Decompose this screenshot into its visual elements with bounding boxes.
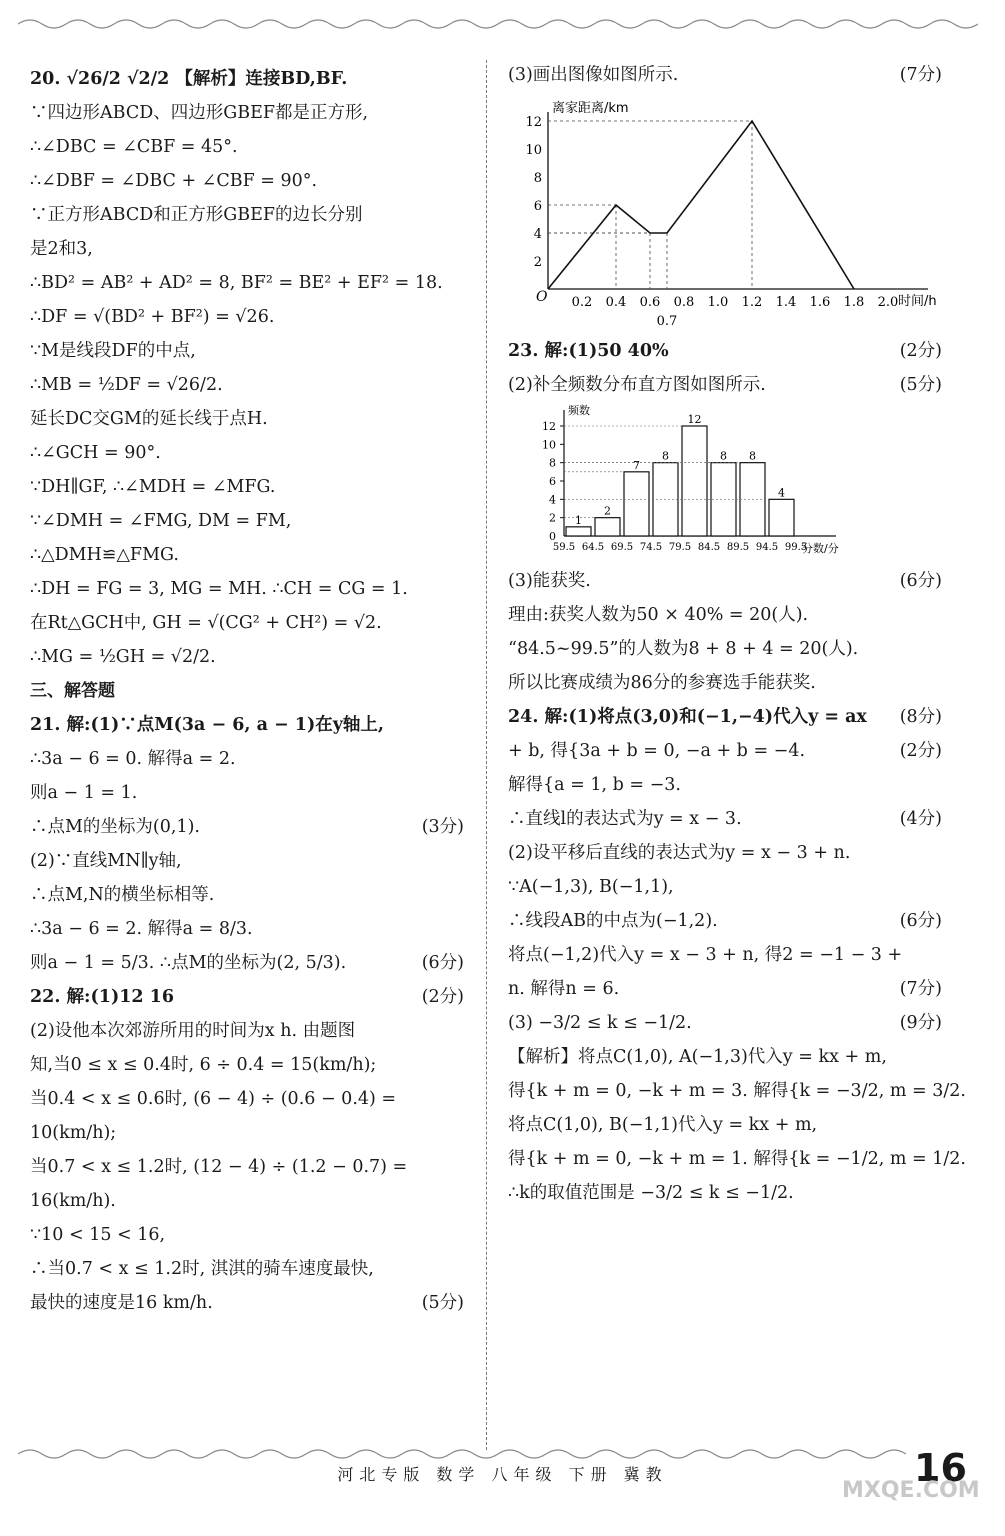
top-decorative-border — [18, 14, 978, 34]
left-lines-line — [30, 334, 470, 368]
left-lines-line — [30, 96, 470, 130]
y-axis-label: 频数 — [568, 404, 590, 417]
line-text: ∴当0.7 < x ≤ 1.2时, 淇淇的骑车速度最快, — [30, 1259, 374, 1279]
q22-line — [30, 1014, 470, 1048]
q22-part3-line: (3)画出图像如图所示. (7分) — [508, 65, 942, 85]
score-mark: (9分) — [899, 1013, 942, 1033]
q21-line — [30, 776, 470, 810]
q24-line — [508, 1176, 948, 1210]
q22-line — [30, 980, 470, 1014]
bottom-decorative-border — [18, 1444, 978, 1464]
column-divider — [486, 60, 487, 1450]
origin-label: O — [536, 289, 548, 305]
line-text: 将点(−1,2)代入y = x − 3 + n, 得2 = −1 − 3 + — [508, 945, 903, 965]
line-text: 理由:获奖人数为50 × 40% = 20(人). — [508, 605, 809, 625]
x-tick-label: 99.5 — [784, 542, 808, 553]
score-mark: (7分) — [899, 979, 942, 999]
left-lines-line — [30, 266, 470, 300]
y-tick-label: 12 — [542, 420, 556, 433]
q21-line — [30, 878, 470, 912]
line-text: 则a − 1 = 1. — [30, 783, 138, 803]
q23b-line — [508, 564, 948, 598]
x-tick-label: 1.4 — [775, 295, 797, 310]
score-mark: (2分) — [899, 341, 942, 361]
score-mark: (6分) — [421, 953, 464, 973]
left-lines-line — [30, 62, 470, 96]
line-text: ∴k的取值范围是 −3/2 ≤ k ≤ −1/2. — [508, 1183, 794, 1203]
line-text: (3)能获奖. — [508, 571, 591, 591]
line-text: (2)∵直线MN∥y轴, — [30, 851, 182, 871]
left-lines-line — [30, 538, 470, 572]
bar-value-label: 8 — [720, 449, 727, 463]
histogram-bar — [769, 499, 794, 536]
frequency-histogram — [508, 404, 938, 564]
x-extra-label: 0.7 — [656, 314, 678, 329]
line-text: (2)设他本次郊游所用的时间为x h. 由题图 — [30, 1021, 356, 1041]
line-text: ∴3a − 6 = 2. 解得a = 8/3. — [30, 919, 253, 939]
line-text: 【解析】将点C(1,0), A(−1,3)代入y = kx + m, — [508, 1047, 887, 1067]
q24-line — [508, 1006, 948, 1040]
x-tick-label: 0.4 — [605, 295, 627, 310]
line-text: 23. 解:(1)50 40% — [508, 341, 669, 361]
line-text: ∵正方形ABCD和正方形GBEF的边长分别 — [30, 205, 363, 225]
x-tick-label: 64.5 — [581, 542, 605, 553]
score-mark: (6分) — [899, 571, 942, 591]
bar-value-label: 7 — [633, 458, 640, 472]
q21-line — [30, 946, 470, 980]
line-text: ∴BD² = AB² + AD² = 8, BF² = BE² + EF² = 18. — [30, 273, 443, 293]
line-text: 最快的速度是16 km/h. — [30, 1293, 213, 1313]
line-text: ∴3a − 6 = 0. 解得a = 2. — [30, 749, 236, 769]
score-mark: (2分) — [421, 987, 464, 1007]
q23b-line — [508, 632, 948, 666]
left-lines-line — [30, 640, 470, 674]
line-text: 21. 解:(1)∵点M(3a − 6, a − 1)在y轴上, — [30, 715, 385, 735]
x-tick-label: 1.8 — [843, 295, 865, 310]
line-text: 则a − 1 = 5/3. ∴点M的坐标为(2, 5/3). — [30, 953, 347, 973]
line-text: 16(km/h). — [30, 1191, 116, 1211]
line-text: (2)补全频数分布直方图如图所示. — [508, 375, 766, 395]
q22-line — [30, 1218, 470, 1252]
histogram-bar — [566, 527, 591, 536]
q21-line — [30, 742, 470, 776]
footer-edition: 河北专版 数学 八年级 下册 冀教 — [337, 1465, 668, 1484]
q24-line — [508, 700, 948, 734]
origin-label: 0 — [549, 530, 556, 543]
x-tick-label: 1.2 — [741, 295, 763, 310]
line-text: ∴MG = ½GH = √2/2. — [30, 647, 216, 667]
left-lines-line — [30, 504, 470, 538]
x-tick-label: 0.6 — [639, 295, 661, 310]
bar-value-label: 8 — [749, 449, 756, 463]
score-mark: (3分) — [421, 817, 464, 837]
left-lines-line — [30, 164, 470, 198]
q24-line — [508, 1108, 948, 1142]
line-text: 当0.4 < x ≤ 0.6时, (6 − 4) ÷ (0.6 − 0.4) = — [30, 1089, 397, 1109]
x-tick-label: 2.0 — [877, 295, 899, 310]
x-axis-label: 分数/分 — [802, 542, 839, 555]
line-text: 24. 解:(1)将点(3,0)和(−1,−4)代入y = ax — [508, 707, 867, 727]
line-text: ∴∠DBC = ∠CBF = 45°. — [30, 137, 238, 157]
bar-value-label: 4 — [778, 486, 785, 500]
x-tick-label: 0.2 — [571, 295, 593, 310]
q22-line — [30, 1252, 470, 1286]
q24-solution — [508, 700, 966, 1210]
q23-solution-part1 — [508, 334, 948, 402]
score-mark: (5分) — [421, 1293, 464, 1313]
left-lines-line — [30, 198, 470, 232]
y-tick-label: 2 — [533, 255, 542, 270]
y-tick-label: 6 — [533, 199, 542, 214]
line-text: 22. 解:(1)12 16 — [30, 987, 175, 1007]
x-tick-label: 94.5 — [755, 542, 779, 553]
q22-line — [30, 1150, 470, 1184]
line-text: ∵M是线段DF的中点, — [30, 341, 196, 361]
score-mark: (6分) — [899, 911, 942, 931]
x-tick-label: 89.5 — [726, 542, 750, 553]
line-text: ∵DH∥GF, ∴∠MDH = ∠MFG. — [30, 477, 276, 497]
score-mark: (5分) — [899, 375, 942, 395]
left-lines-line — [30, 130, 470, 164]
line-text: 得{k + m = 0, −k + m = 3. 解得{k = −3/2, m = 3/2. — [508, 1081, 966, 1101]
x-axis-label: 时间/h — [898, 294, 937, 309]
bar-value-label: 8 — [662, 449, 669, 463]
line-text: ∵∠DMH = ∠FMG, DM = FM, — [30, 511, 292, 531]
q22-line — [30, 1286, 470, 1320]
q23b-line — [508, 598, 948, 632]
left-lines-line — [30, 470, 470, 504]
line-text: (2)设平移后直线的表达式为y = x − 3 + n. — [508, 843, 851, 863]
watermark: MXQE.COM — [842, 1478, 980, 1503]
line-text: ∴线段AB的中点为(−1,2). — [508, 911, 718, 931]
line-text: 在Rt△GCH中, GH = √(CG² + CH²) = √2. — [30, 613, 382, 633]
line-text: ∵A(−1,3), B(−1,1), — [508, 877, 674, 897]
left-lines-line — [30, 606, 470, 640]
line-text: n. 解得n = 6. — [508, 979, 620, 999]
line-text: ∴直线l的表达式为y = x − 3. — [508, 809, 742, 829]
line-text: ∴DF = √(BD² + BF²) = √26. — [30, 307, 275, 327]
line-text: ∴点M,N的横坐标相等. — [30, 885, 215, 905]
q24-line — [508, 1040, 948, 1074]
x-tick-label: 1.6 — [809, 295, 831, 310]
line-text: ∴∠GCH = 90°. — [30, 443, 161, 463]
q24-line — [508, 972, 948, 1006]
line-text: 当0.7 < x ≤ 1.2时, (12 − 4) ÷ (1.2 − 0.7) = — [30, 1157, 408, 1177]
left-lines-line — [30, 232, 470, 266]
left-lines-line — [30, 436, 470, 470]
q24-line — [508, 802, 948, 836]
score-mark: (8分) — [899, 707, 942, 727]
q22-line — [30, 1184, 470, 1218]
section-title: 三、解答题 — [30, 681, 115, 701]
y-axis-label: 离家距离/km — [552, 101, 629, 116]
y-tick-label: 4 — [549, 493, 556, 507]
q21-line — [30, 708, 470, 742]
x-tick-label: 59.5 — [552, 542, 576, 553]
score-mark: (2分) — [899, 741, 942, 761]
q24-line — [508, 768, 948, 802]
bar-value-label: 12 — [687, 413, 702, 426]
left-column — [30, 62, 470, 1320]
line-text: 所以比赛成绩为86分的参赛选手能获奖. — [508, 673, 816, 693]
bar-value-label: 1 — [575, 513, 582, 527]
line-text: ∴△DMH≌△FMG. — [30, 545, 179, 565]
line-text: 是2和3, — [30, 239, 93, 259]
q24-line — [508, 734, 948, 768]
y-tick-label: 8 — [533, 171, 542, 186]
y-tick-label: 10 — [525, 143, 542, 158]
score-mark: (4分) — [899, 809, 942, 829]
x-tick-label: 0.8 — [673, 295, 695, 310]
right-column — [508, 58, 966, 1210]
q22-line — [30, 1082, 470, 1116]
line-text: ∴点M的坐标为(0,1). — [30, 817, 200, 837]
x-tick-label: 84.5 — [697, 542, 721, 553]
line-text: 延长DC交GM的延长线于点H. — [30, 409, 268, 429]
line-text: + b, 得{3a + b = 0, −a + b = −4. — [508, 741, 806, 761]
distance-series-line — [548, 121, 854, 289]
line-text: ∴MB = ½DF = √26/2. — [30, 375, 223, 395]
left-lines-line — [30, 368, 470, 402]
q23b-line — [508, 666, 948, 700]
y-tick-label: 2 — [549, 511, 556, 525]
histogram-bar — [624, 472, 649, 536]
y-tick-label: 8 — [549, 456, 556, 470]
q22-line — [30, 1116, 470, 1150]
left-lines-line — [30, 402, 470, 436]
q21-line — [30, 912, 470, 946]
line-text: 得{k + m = 0, −k + m = 1. 解得{k = −1/2, m = 1/2. — [508, 1149, 966, 1169]
left-lines-line — [30, 300, 470, 334]
q21-line — [30, 844, 470, 878]
line-text: ∴∠DBF = ∠DBC + ∠CBF = 90°. — [30, 171, 318, 191]
q24-line — [508, 904, 948, 938]
q24-line — [508, 1142, 966, 1176]
left-lines-line — [30, 572, 470, 606]
q23a-line — [508, 334, 948, 368]
y-tick-label: 12 — [525, 115, 542, 130]
distance-time-line-chart — [508, 94, 938, 334]
q23a-line — [508, 368, 948, 402]
line-text: 将点C(1,0), B(−1,1)代入y = kx + m, — [508, 1115, 818, 1135]
q24-line — [508, 870, 948, 904]
bar-value-label: 2 — [604, 504, 611, 518]
line-text: ∴DH = FG = 3, MG = MH. ∴CH = CG = 1. — [30, 579, 408, 599]
x-tick-label: 69.5 — [610, 542, 634, 553]
x-tick-label: 74.5 — [639, 542, 663, 553]
line-text: “84.5~99.5”的人数为8 + 8 + 4 = 20(人). — [508, 639, 859, 659]
page-number: 16 — [914, 1446, 967, 1490]
q24-line — [508, 1074, 966, 1108]
line-text: 知,当0 ≤ x ≤ 0.4时, 6 ÷ 0.4 = 15(km/h); — [30, 1055, 377, 1075]
x-tick-label: 1.0 — [707, 295, 729, 310]
q22-solution — [30, 980, 470, 1320]
line-text: 10(km/h); — [30, 1123, 117, 1143]
line-text: ∵四边形ABCD、四边形GBEF都是正方形, — [30, 103, 369, 123]
histogram-bar — [682, 426, 707, 536]
q24-line — [508, 836, 948, 870]
histogram-bar — [595, 518, 620, 536]
line-text: 20. √26/2 √2/2 【解析】连接BD,BF. — [30, 69, 348, 89]
y-tick-label: 4 — [533, 227, 542, 242]
q21-solution — [30, 708, 470, 980]
q22-line — [30, 1048, 470, 1082]
line-text: 解得{a = 1, b = −3. — [508, 775, 681, 795]
line-text: ∵10 < 15 < 16, — [30, 1225, 166, 1245]
y-tick-label: 6 — [549, 475, 556, 488]
q24-line — [508, 938, 948, 972]
x-tick-label: 79.5 — [668, 542, 692, 553]
line-text: (3) −3/2 ≤ k ≤ −1/2. — [508, 1013, 692, 1033]
y-tick-label: 10 — [542, 438, 556, 452]
q21-line — [30, 810, 470, 844]
q20-solution — [30, 62, 470, 674]
